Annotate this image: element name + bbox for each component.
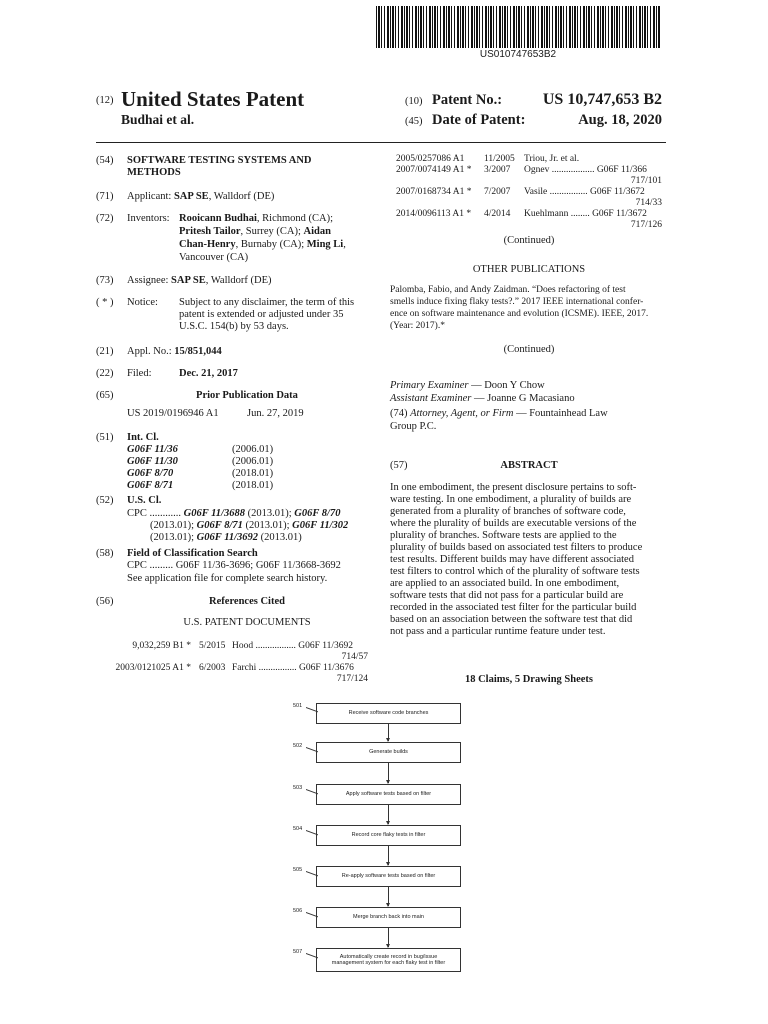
- flow-arrow: [388, 846, 389, 865]
- flowchart-step: Receive software code branches: [316, 703, 461, 724]
- us-cl-title: U.S. Cl.: [127, 495, 162, 506]
- authors: Budhai et al.: [121, 112, 195, 127]
- cpc-line-2: (2013.01); G06F 8/71 (2013.01); G06F 11/302: [150, 520, 349, 531]
- flow-arrow: [388, 928, 389, 947]
- abstract-line: test filters to control which of the plurality of software tests: [390, 566, 640, 577]
- field-22-code: (22): [96, 368, 114, 379]
- notice-text-3: U.S.C. 154(b) by 53 days.: [179, 321, 289, 332]
- field-54-code: (54): [96, 155, 114, 166]
- patent-no-label: Patent No.:: [432, 92, 503, 108]
- reference-number: 2007/0074149 A1 *: [396, 165, 472, 175]
- document-title: United States Patent: [121, 87, 305, 111]
- reference-date: 5/2015: [199, 641, 226, 651]
- filed-date: Dec. 21, 2017: [179, 368, 238, 379]
- patent-barcode: [376, 6, 660, 48]
- reference-date: 3/2007: [484, 165, 511, 175]
- reference-date: 7/2007: [484, 187, 511, 197]
- field-72-code: (72): [96, 213, 114, 224]
- us-docs-title: U.S. PATENT DOCUMENTS: [183, 617, 311, 628]
- assistant-examiner: Assistant Examiner — Joanne G Macasiano: [390, 393, 575, 404]
- field-65-code: (65): [96, 390, 114, 401]
- field-57-code: (57): [390, 460, 408, 471]
- continued-label: (Continued): [503, 344, 555, 355]
- step-number: 502: [293, 743, 303, 749]
- reference-number: 2007/0168734 A1 *: [396, 187, 472, 197]
- step-number: 504: [293, 826, 303, 832]
- invention-title-2: METHODS: [127, 167, 181, 178]
- flowchart-step: Generate builds: [316, 742, 461, 763]
- header-rule: [96, 142, 666, 143]
- step-number: 506: [293, 908, 303, 914]
- reference-date: 6/2003: [199, 663, 226, 673]
- applicant-line: Applicant: SAP SE, Walldorf (DE): [127, 191, 275, 202]
- notice-text-1: Subject to any disclaimer, the term of this: [179, 297, 355, 308]
- claims-summary: 18 Claims, 5 Drawing Sheets: [464, 674, 594, 685]
- inventors-line-2: Pritesh Tailor, Surrey (CA); Aidan: [179, 226, 331, 237]
- inventors-line-1: Rooicann Budhai, Richmond (CA);: [179, 213, 334, 224]
- abstract-line: test results. Different builds may have different associated: [390, 554, 634, 565]
- attorney: (74) Attorney, Agent, or Firm — Fountainhead Law: [390, 408, 608, 419]
- abstract-line: software tests that did not pass for a particular build are: [390, 590, 624, 601]
- label-10: (10): [405, 96, 423, 107]
- reference-inventor: Kuehlmann ........ G06F 11/3672: [524, 209, 647, 219]
- inventors-line-4: Vancouver (CA): [179, 252, 249, 263]
- step-number: 503: [293, 785, 303, 791]
- reference-number: 2014/0096113 A1 *: [396, 209, 472, 219]
- cpc-line-1: CPC ............ G06F 11/3688 (2013.01); G06F 8/70: [127, 508, 341, 519]
- reference-inventor: Farchi ................ G06F 11/3676: [232, 663, 354, 673]
- patent-number: US 10,747,653 B2: [542, 91, 662, 108]
- int-cl-row: G06F 8/71 (2018.01): [127, 480, 274, 491]
- reference-class: 714/33: [635, 198, 662, 208]
- reference-number: 2005/0257086 A1: [396, 154, 465, 164]
- int-cl-title: Int. Cl.: [127, 432, 159, 443]
- abstract-title: ABSTRACT: [500, 460, 558, 471]
- abstract-line: plurality of builds based on associated test filters to produce: [390, 542, 643, 553]
- assignee-line: Assignee: SAP SE, Walldorf (DE): [127, 275, 272, 286]
- publication-line: Palomba, Fabio, and Andy Zaidman. “Does refactoring of test: [390, 285, 626, 295]
- label-12: (12): [96, 95, 114, 106]
- reference-number: 2003/0121025 A1 *: [115, 663, 191, 673]
- reference-inventor: Ognev .................. G06F 11/366: [524, 165, 647, 175]
- abstract-line: recorded in the associated test filter for the particular build: [390, 602, 637, 613]
- notice-code: ( * ): [96, 297, 114, 308]
- field-search-note: See application file for complete search history.: [127, 573, 328, 584]
- reference-date: 11/2005: [484, 154, 515, 164]
- step-number: 501: [293, 703, 303, 709]
- flow-arrow: [388, 763, 389, 783]
- field-51-code: (51): [96, 432, 114, 443]
- date-label: Date of Patent:: [432, 112, 526, 128]
- abstract-line: In one embodiment, the present disclosure pertains to soft-: [390, 482, 637, 493]
- abstract-line: not pass and a particular runtime feature under test.: [390, 626, 606, 637]
- abstract-line: where the plurality of builds are executable versions of the: [390, 518, 637, 529]
- field-52-code: (52): [96, 495, 114, 506]
- reference-inventor: Triou, Jr. et al.: [524, 154, 580, 164]
- flowchart-step: Automatically create record in bug/issue management system for each flaky test in filter: [316, 948, 461, 972]
- flow-arrow: [388, 887, 389, 906]
- references-title: References Cited: [209, 596, 285, 607]
- invention-title: SOFTWARE TESTING SYSTEMS AND: [127, 155, 312, 166]
- reference-number: 9,032,259 B1 *: [132, 641, 191, 651]
- appl-no-line: Appl. No.: 15/851,044: [127, 346, 222, 357]
- step-number: 507: [293, 949, 303, 955]
- field-search-cpc: CPC ......... G06F 11/36-3696; G06F 11/3668-3692: [127, 560, 341, 571]
- reference-inventor: Hood ................. G06F 11/3692: [232, 641, 354, 651]
- abstract-line: plurality of branches. Software tests are applied to the: [390, 530, 617, 541]
- primary-examiner: Primary Examiner — Doon Y Chow: [390, 380, 545, 391]
- notice-text-2: patent is extended or adjusted under 35: [179, 309, 344, 320]
- filed-label: Filed:: [127, 368, 152, 379]
- prior-pub-title: Prior Publication Data: [196, 390, 298, 401]
- flowchart-step: Record core flaky tests in filter: [316, 825, 461, 846]
- publication-line: (Year: 2017).*: [390, 321, 445, 331]
- prior-pub-date: Jun. 27, 2019: [247, 408, 304, 419]
- reference-inventor: Vasile ................ G06F 11/3672: [524, 187, 645, 197]
- prior-pub-number: US 2019/0196946 A1: [127, 408, 219, 419]
- publication-line: ence on software maintenance and evolution (ICSME). IEEE, 2017.: [390, 309, 649, 319]
- field-71-code: (71): [96, 191, 114, 202]
- reference-class: 717/101: [630, 176, 662, 186]
- abstract-line: generated from a plurality of branches of software code,: [390, 506, 626, 517]
- abstract-line: based on an association between the software test that did: [390, 614, 633, 625]
- flow-arrow: [388, 805, 389, 824]
- abstract-line: are applied to an associated build. In one embodiment,: [390, 578, 620, 589]
- field-73-code: (73): [96, 275, 114, 286]
- field-21-code: (21): [96, 346, 114, 357]
- int-cl-row: G06F 11/30 (2006.01): [127, 456, 274, 467]
- flowchart-step: Re-apply software tests based on filter: [316, 866, 461, 887]
- inventors-label: Inventors:: [127, 213, 170, 224]
- reference-date: 4/2014: [484, 209, 511, 219]
- notice-label: Notice:: [127, 297, 158, 308]
- field-56-code: (56): [96, 596, 114, 607]
- other-publications-title: OTHER PUBLICATIONS: [472, 264, 586, 275]
- int-cl-row: G06F 11/36 (2006.01): [127, 444, 274, 455]
- reference-class: 714/57: [341, 652, 368, 662]
- abstract-line: ware testing. In one embodiment, a plurality of builds are: [390, 494, 632, 505]
- publication-line: smells induce fixing flaky tests?.” 2017 IEEE international confer-: [390, 297, 644, 307]
- attorney-firm: Group P.C.: [390, 421, 437, 432]
- patent-date: Aug. 18, 2020: [578, 112, 662, 128]
- reference-class: 717/126: [630, 220, 662, 230]
- continued-label: (Continued): [503, 235, 555, 246]
- abstract-body: [390, 482, 662, 638]
- cpc-line-3: (2013.01); G06F 11/3692 (2013.01): [150, 532, 302, 543]
- barcode-number: US010747653B2: [479, 49, 557, 60]
- label-45: (45): [405, 116, 423, 127]
- step-number: 505: [293, 867, 303, 873]
- flowchart-step: Merge branch back into main: [316, 907, 461, 928]
- flow-arrow: [388, 724, 389, 741]
- int-cl-row: G06F 8/70 (2018.01): [127, 468, 274, 479]
- inventors-line-3: Chan-Henry, Burnaby (CA); Ming Li,: [179, 239, 346, 250]
- reference-class: 717/124: [336, 674, 368, 684]
- flowchart-step: Apply software tests based on filter: [316, 784, 461, 805]
- field-search-title: Field of Classification Search: [127, 548, 258, 559]
- field-58-code: (58): [96, 548, 114, 559]
